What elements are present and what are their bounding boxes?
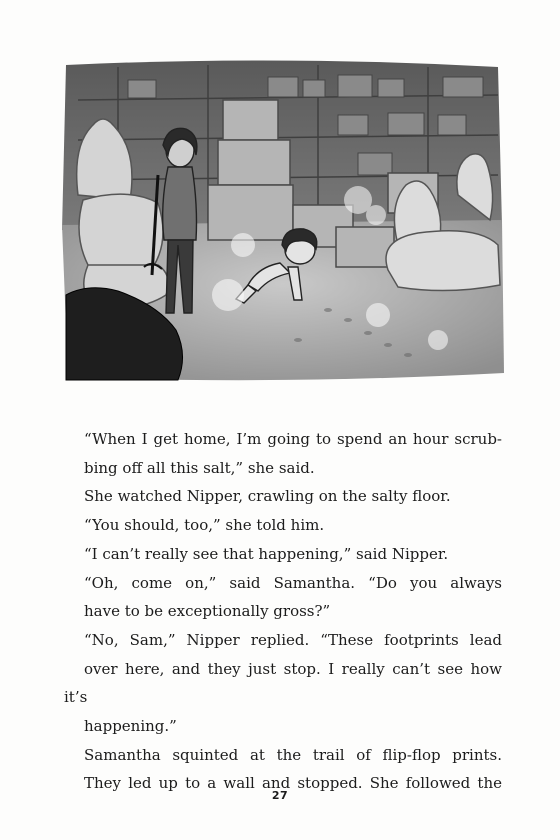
page-number: 27	[271, 789, 289, 802]
text-line: “Oh, come on,” said Samantha. “Do you always	[84, 573, 502, 592]
paragraph	[64, 425, 502, 482]
text-line: Samantha squinted at the trail of flip-flop prints.	[84, 745, 502, 764]
paragraph	[64, 569, 502, 626]
text-line: She watched Nipper, crawling on the salty floor.	[84, 487, 451, 506]
text-line: They led up to a wall and stopped. She followed the	[84, 774, 502, 793]
text-line: “I can’t really see that happening,” said Nipper.	[84, 544, 449, 563]
text-line: happening.”	[84, 717, 177, 736]
story-text	[64, 425, 502, 798]
paragraph	[64, 482, 502, 511]
text-line: bing off all this salt,” she said.	[84, 458, 315, 477]
paragraph	[64, 511, 502, 540]
text-line: “When I get home, I’m going to spend an hour scrub-	[84, 430, 502, 448]
paragraph	[64, 540, 502, 569]
text-line: “No, Sam,” Nipper replied. “These footprints lead	[84, 630, 502, 649]
text-line: have to be exceptionally gross?”	[84, 602, 331, 621]
text-line: over here, and they just stop. I really can’t see how it’s	[64, 659, 502, 707]
text-line: “You should, too,” she told him.	[84, 516, 325, 535]
illustration-warehouse-scene	[58, 55, 506, 387]
paragraph	[64, 626, 502, 741]
